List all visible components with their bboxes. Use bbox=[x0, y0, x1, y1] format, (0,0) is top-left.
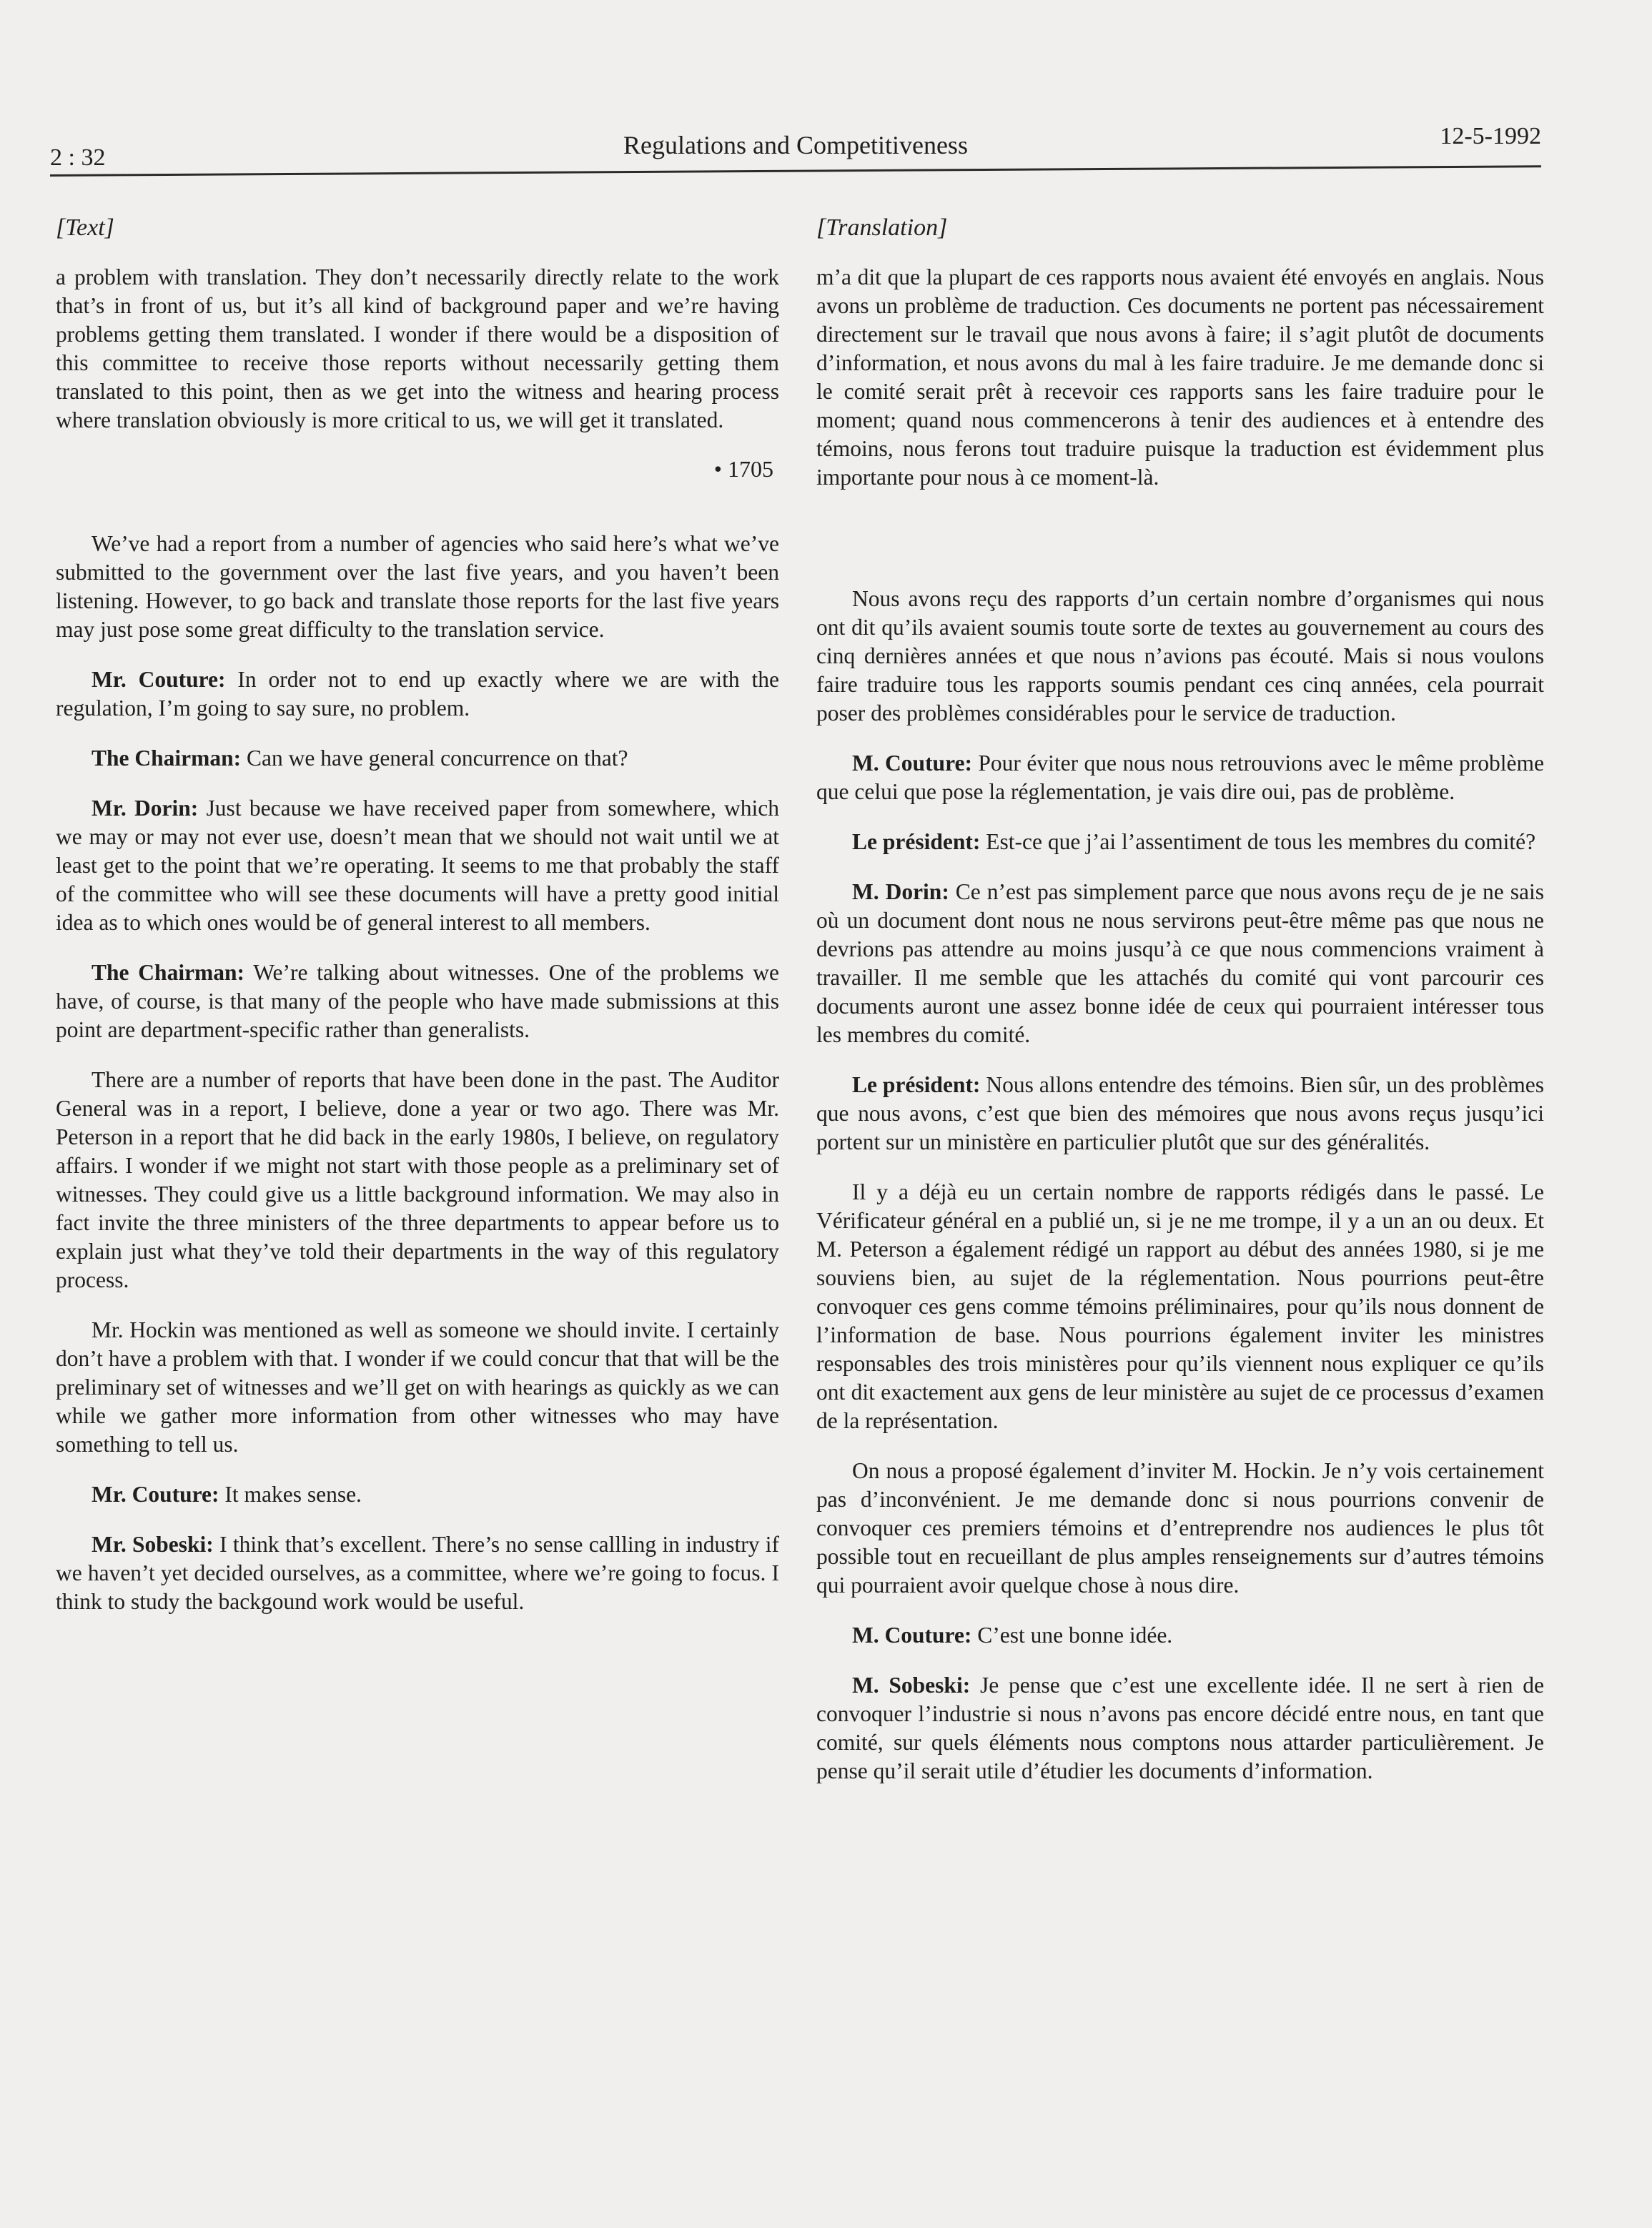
speech-paragraph bbox=[56, 959, 779, 1044]
speaker-name: M. Couture: bbox=[852, 1623, 972, 1648]
speaker-name: M. Dorin: bbox=[852, 879, 949, 904]
speech-paragraph bbox=[816, 749, 1544, 806]
speech-paragraph bbox=[816, 1621, 1544, 1650]
paragraph: Mr. Hockin was mentioned as well as someone we should invite. I certainly don’t have a problem with that. I wonder if we could concur that that will be the preliminary set of witnesses and we’ll get on with hearings as quickly as we can while we gather more information from other witnesses who may have something to tell us. bbox=[56, 1317, 779, 1457]
speech-text: I think that’s excellent. There’s no sense callling in industry if we haven’t yet decided ourselves, as a committee, where we’re going to focus. I think to study the backgound work would be useful. bbox=[56, 1532, 780, 1614]
paragraph: We’ve had a report from a number of agencies who said here’s what we’ve submitted to the government over the last five years, and you haven’t been listening. However, to go back and translate those reports for the last five years may just pose some great difficulty to the translation service. bbox=[56, 531, 779, 642]
column-tag: [Text] bbox=[56, 214, 114, 241]
speech-text: Ce n’est pas simplement parce que nous avons reçu de je ne sais où un document dont nous ne nous servirons peut-être même pas que nous ne devrions pas attendre au moins jusqu’à ce que nous commencions vraiment à travailler. Il me semble que les attachés du comité qui vont parcourir ces documents auront une assez bonne idée de ceux qui pourraient intéresser tous les membres du comité. bbox=[816, 879, 1544, 1047]
time-stamp: • 1705 bbox=[713, 456, 773, 482]
speaker-name: Mr. Sobeski: bbox=[91, 1532, 214, 1557]
speaker-name: M. Couture: bbox=[852, 751, 972, 776]
page-header bbox=[50, 123, 1541, 173]
speech-text: It makes sense. bbox=[219, 1482, 362, 1507]
speech-text: Est-ce que j’ai l’assentiment de tous les membres du comité? bbox=[980, 829, 1536, 854]
speech-text: C’est une bonne idée. bbox=[971, 1623, 1173, 1648]
speech-paragraph bbox=[56, 1480, 779, 1509]
speaker-name: Le président: bbox=[852, 1072, 981, 1097]
paragraph: There are a number of reports that have been done in the past. The Auditor General was in a report, I believe, done a year or two ago. There was Mr. Peterson in a report that he did back in the early 1980s, I believe, on regulatory affairs. I wonder if we might not start with those people as a preliminary set of witnesses. They could give us a little background information. We may also in fact invite the three ministers of the three departments to appear before us to explain just what they’ve told their departments in the way of this regulatory process. bbox=[56, 1067, 779, 1292]
time-spacer bbox=[816, 513, 1544, 585]
running-title: Regulations and Competitiveness bbox=[623, 131, 968, 159]
speech-text: We’re talking about witnesses. One of the problems we have, of course, is that many of the people who have made submissions at this point are department-specific rather than generalists. bbox=[56, 960, 779, 1042]
speaker-name: Le président: bbox=[852, 829, 981, 854]
speaker-name: Mr. Couture: bbox=[91, 667, 226, 692]
column-tag: [Translation] bbox=[816, 214, 948, 241]
paragraph: Il y a déjà eu un certain nombre de rapports rédigés dans le passé. Le Vérificateur général en a publié un, si je ne me trompe, il y a un an ou deux. Et M. Peterson a également rédigé un rapport au début des années 1980, si je me souviens bien, au sujet de la réglementation. Nous pourrions peut-être convoquer ces gens comme témoins préliminaires, pour qu’ils nous donnent de l’information de base. Nous pourrions également inviter les ministres responsables des trois ministères pour qu’ils viennent nous expliquer ce qu’ils ont dit exactement aux gens de leur ministère au sujet de ce processus d’examen de la représentation. bbox=[816, 1179, 1544, 1433]
speech-text: Je pense que c’est une excellente idée. Il ne sert à rien de convoquer l’industrie si nous n’avons pas encore décidé entre nous, en tant que comité, sur quels éléments nous comptons nous attarder particulièrement. Je pense qu’il serait utile d’étudier les documents d’information. bbox=[816, 1673, 1544, 1783]
speech-text: In order not to end up exactly where we are with the regulation, I’m going to say sure, no problem. bbox=[56, 667, 779, 721]
speaker-name: Mr. Dorin: bbox=[91, 796, 199, 821]
speech-text: Just because we have received paper from somewhere, which we may or may not ever use, doesn’t mean that we should not wait until we at least get to the point that we’re operating. It seems to me that probably the staff of the committee who will see these documents will have a pretty good initial idea as to which ones would be of general interest to all members. bbox=[56, 796, 780, 935]
speech-paragraph bbox=[56, 665, 779, 723]
speech-paragraph bbox=[816, 828, 1544, 856]
speech-text: Can we have general concurrence on that? bbox=[241, 746, 628, 771]
paragraph: On nous a proposé également d’inviter M. Hockin. Je n’y vois certainement pas d’inconvénient. Je me demande donc si nous pourrions convenir de convoquer ces premiers témoins et d’entreprendre nos audiences le plus tôt possible tout en recueillant de plus amples renseignements sur d’autres témoins qui pourraient avoir quelque chose à nous dire. bbox=[816, 1458, 1544, 1598]
paragraph: m’a dit que la plupart de ces rapports nous avaient été envoyés en anglais. Nous avons un problème de traduction. Ces documents ne portent pas nécessairement directement sur le travail que nous avons à faire; il s’agit plutôt de documents d’information, et nous avons du mal à les faire traduire. Je me demande donc si le comité serait prêt à recevoir ces rapports sans les faire traduire pour le moment; quand nous commencerons à tenir des audiences et à entendre des témoins, nous ferons tout traduire puisque la traduction est évidemment plus importante pour nous à ce moment-là. bbox=[816, 264, 1544, 490]
speaker-name: The Chairman: bbox=[91, 960, 245, 985]
speech-paragraph bbox=[56, 794, 779, 937]
speech-text: Nous allons entendre des témoins. Bien sûr, un des problèmes que nous avons, c’est que bien des mémoires que nous avons reçus jusqu’ici portent sur un ministère en particulier plutôt que sur des généralités. bbox=[816, 1072, 1545, 1154]
paragraph: Nous avons reçu des rapports d’un certain nombre d’organismes qui nous ont dit qu’ils avaient soumis toute sorte de textes au gouvernement au cours des cinq dernières années et que nous n’avions pas écouté. Mais si nous voulons faire traduire tous les rapports soumis pendant ces cinq années, cela pourrait poser des problèmes considérables pour le service de traduction. bbox=[816, 586, 1544, 726]
speaker-name: M. Sobeski: bbox=[852, 1673, 971, 1698]
speech-paragraph bbox=[56, 1530, 779, 1616]
paragraph: a problem with translation. They don’t necessarily directly relate to the work that’s in front of us, but it’s all kind of background paper and we’re having problems getting them translated. I wonder if there would be a disposition of this committee to receive those reports without necessarily getting them translated to this point, then as we get into the witness and hearing process where translation obviously is more critical to us, we will get it translated. bbox=[56, 264, 779, 432]
speaker-name: The Chairman: bbox=[91, 746, 242, 771]
speech-paragraph bbox=[816, 878, 1544, 1049]
speech-paragraph bbox=[816, 1071, 1544, 1157]
header-date: 12-5-1992 bbox=[1440, 123, 1541, 149]
speech-paragraph bbox=[56, 744, 779, 773]
speech-paragraph bbox=[816, 1671, 1544, 1786]
speech-text: Pour éviter que nous nous retrouvions avec le même problème que celui que pose la réglementation, je vais dire oui, pas de problème. bbox=[816, 751, 1544, 804]
english-column bbox=[56, 214, 779, 1638]
french-column bbox=[816, 214, 1544, 1807]
page-number: 2 : 32 bbox=[50, 144, 106, 171]
speaker-name: Mr. Couture: bbox=[91, 1482, 219, 1507]
